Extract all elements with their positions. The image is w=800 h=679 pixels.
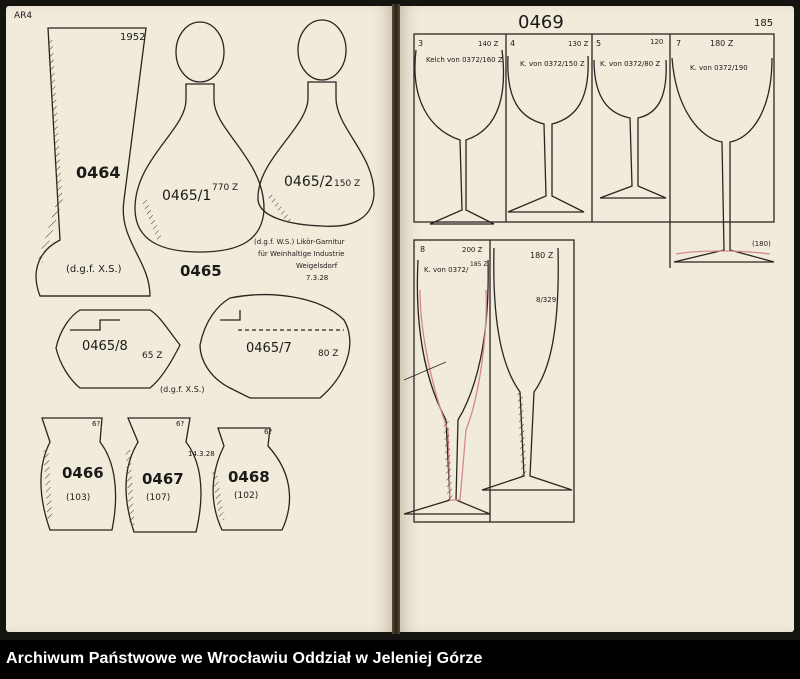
glass-3-label: Kelch von 0372/160 Z — [426, 56, 503, 64]
glass-flute-drawing — [482, 248, 572, 490]
glass-7-drawing — [672, 58, 774, 262]
code-0464: 0464 — [76, 163, 121, 182]
sub-0468: (102) — [234, 491, 259, 501]
glass-8-num: 8 — [420, 245, 426, 254]
mark-0466: 6? — [92, 420, 101, 428]
mark-0467: 6? — [176, 420, 185, 428]
glass-3-num: 3 — [418, 39, 424, 48]
glass-7-label: K. von 0372/190 — [690, 64, 748, 72]
code-0465-8: 0465/8 — [82, 339, 128, 354]
flute-label: 8/329 — [536, 296, 557, 304]
size-0465-1: 770 Z — [212, 183, 239, 193]
note-line-1: (d.g.f. W.S.) Likör-Garnitur — [254, 238, 345, 246]
glass-4-num: 4 — [510, 39, 516, 48]
glass-5-num: 5 — [596, 39, 602, 48]
mark-0468: 6? — [264, 428, 273, 436]
sub-0467: (107) — [146, 493, 171, 503]
sub-0466: (103) — [66, 493, 91, 503]
note-line-4: 7.3.28 — [306, 274, 329, 282]
glass-8-label: K. von 0372/ — [424, 266, 469, 274]
code-0466: 0466 — [62, 464, 104, 482]
glass-8-red-size: 185 Z — [470, 261, 488, 268]
code-0467: 0467 — [142, 470, 184, 488]
glass-7-red-note: (180) — [752, 240, 771, 248]
glass-8-size: 200 Z — [462, 246, 483, 254]
glass-4-size: 130 Z — [568, 40, 589, 48]
size-0464: 1952 — [120, 32, 146, 43]
glass-5-label: K. von 0372/80 Z — [600, 60, 661, 68]
archive-caption: Archiwum Państwowe we Wrocławiu Oddział w Jeleniej Górze — [6, 650, 483, 667]
left-corner-mark: AR4 — [14, 11, 33, 21]
code-0468: 0468 — [228, 468, 270, 486]
size-0465-7: 80 Z — [318, 349, 339, 359]
glass-3-drawing — [415, 50, 504, 224]
glass-4-label: K. von 0372/150 Z — [520, 60, 585, 68]
archive-footer — [0, 640, 800, 679]
glass-3-size: 140 Z — [478, 40, 499, 48]
flute-size: 180 Z — [530, 251, 554, 260]
decanter-0465-2-drawing — [258, 20, 374, 226]
decanter-0465-1-drawing — [135, 22, 264, 252]
glass-8-drawing — [404, 260, 490, 514]
glass-5-size: 120 — [650, 38, 664, 46]
note-box: (d.g.f. X.S.) — [160, 385, 205, 394]
size-0465-2: 150 Z — [334, 179, 361, 189]
glass-7-size: 180 Z — [710, 39, 734, 48]
right-corner-mark: 185 — [754, 18, 774, 29]
header-code-0469: 0469 — [518, 12, 564, 33]
date-0467: 14.3.28 — [188, 450, 215, 458]
glass-5-drawing — [594, 60, 666, 198]
note-0464: (d.g.f. X.S.) — [66, 264, 122, 275]
size-0465-8: 65 Z — [142, 351, 163, 361]
note-line-2: für Weinhaltige Industrie — [258, 250, 345, 258]
code-0465-2: 0465/2 — [284, 174, 334, 190]
vase-0464-drawing — [36, 28, 150, 296]
glass-4-drawing — [508, 56, 588, 212]
label-0465: 0465 — [180, 262, 222, 280]
note-line-3: Weigelsdorf — [296, 262, 338, 270]
glass-7-num: 7 — [676, 39, 682, 48]
code-0465-1: 0465/1 — [162, 188, 212, 204]
code-0465-7: 0465/7 — [246, 341, 292, 356]
